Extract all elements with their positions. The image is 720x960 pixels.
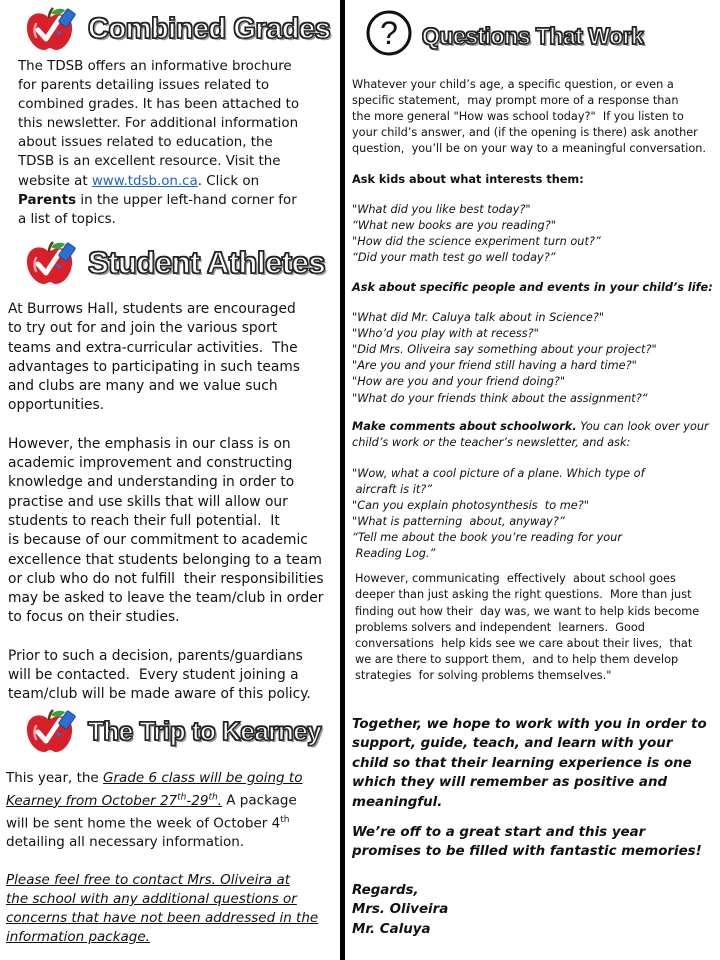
superscript: th (177, 792, 187, 802)
text-line: this newsletter. For additional information (18, 116, 299, 132)
text-line: We’re off to a great start and this year (352, 825, 646, 841)
text-line: for parents detailing issues related to (18, 78, 270, 94)
parents-bold: Parents (18, 192, 77, 208)
text-fragment: will be sent home the week of October 4 (6, 815, 281, 831)
athletes-paragraph-3 (8, 647, 340, 705)
text-line: "What did you like best today?" (352, 202, 531, 216)
tdsb-website-link[interactable]: www.tdsb.on.ca (91, 173, 198, 189)
text-line: "Wow, what a cool picture of a plane. Which type of (352, 466, 645, 480)
text-line: to focus on their studies. (8, 609, 180, 626)
text-line: the school with any additional questions or (6, 891, 297, 907)
text-line: "How are you and your friend doing?" (352, 375, 566, 389)
text-line: a list of topics. (18, 211, 116, 227)
text-line: which they will remember as positive and (352, 775, 668, 791)
closing-paragraph-1 (352, 715, 718, 812)
closing-paragraph-2 (352, 823, 718, 862)
text-line: academic improvement and constructing (8, 455, 293, 472)
text-line: "What is patterning about, anyway?” (352, 515, 565, 529)
text-line: “What new books are you reading?" (352, 218, 556, 232)
combined-grades-title: Combined Grades (88, 12, 331, 45)
text-line: conversations help kids see we care about their lives, that (355, 636, 693, 650)
text-line: child’s work or the teacher’s newsletter, and ask: (352, 435, 631, 449)
question-list-3 (352, 466, 718, 563)
question-mark-circle-icon (364, 8, 414, 58)
text-line (6, 788, 340, 811)
text-line: However, the emphasis in our class is on (8, 435, 291, 452)
text-fragment: in the upper left-hand corner for (76, 192, 297, 208)
section-heading: Make comments about schoolwork. (352, 419, 577, 433)
text-line: child so that their learning experience is one (352, 755, 692, 771)
text-line: opportunities. (8, 397, 105, 414)
athletes-paragraph-1 (8, 300, 340, 416)
text-line (18, 172, 338, 191)
text-line: finding out how their day was, we want to help kids become (355, 604, 700, 618)
text-fragment: You can look over your (576, 419, 709, 433)
trip-dates (6, 793, 222, 809)
apple-checkmark-icon (22, 6, 76, 52)
text-line: may be asked to leave the team/club in order (8, 590, 324, 607)
text-line (6, 811, 340, 834)
text-line: question, you’ll be on your way to a meaningful conversation. (352, 142, 707, 156)
text-line: Prior to such a decision, parents/guardians (8, 647, 303, 664)
section-heading: Ask kids about what interests them: (352, 173, 584, 187)
text-fragment: -29 (186, 792, 209, 809)
questions-title: Questions That Work (422, 22, 644, 49)
text-line: TDSB is an excellent resource. Visit the (18, 154, 281, 170)
text-line: team/club will be made aware of this policy. (8, 686, 311, 703)
text-line: The TDSB offers an informative brochure (18, 59, 292, 74)
student-athletes-heading (22, 240, 325, 286)
signature-2: Mr. Caluya (352, 921, 431, 937)
questions-body (352, 77, 718, 684)
text-line: information package. (6, 929, 150, 945)
text-line: aircraft is it?” (352, 482, 433, 496)
text-line: and clubs are many and we value such (8, 378, 278, 395)
text-line: practise and use skills that will allow our (8, 493, 288, 510)
text-line: "Can you explain photosynthesis to me?" (352, 498, 589, 512)
questions-outro (352, 571, 718, 684)
text-line: problems solvers and independent learners. Good (355, 620, 645, 634)
text-fragment: Grade 6 class will be going to (103, 770, 303, 786)
text-line: is because of our commitment to academic (8, 532, 308, 549)
text-line: will be contacted. Every student joining a (8, 667, 299, 684)
text-line: knowledge and understanding in order to (8, 474, 295, 491)
text-line (6, 769, 340, 788)
trip-heading (22, 708, 321, 754)
text-line: we are there to support them, and to help them develop (355, 652, 679, 666)
text-line: promises to be filled with fantastic memories! (352, 844, 702, 860)
text-line: or club who do not fulfill their responsibilities (8, 570, 324, 587)
text-line: about issues related to education, the (18, 135, 273, 151)
text-line: concerns that have not been addressed in the (6, 910, 319, 926)
text-fragment: A package (221, 792, 297, 809)
text-fragment: website at (18, 173, 92, 189)
text-fragment: . Click on (197, 173, 260, 189)
text-line: "Did Mrs. Oliveira say something about your project?" (352, 343, 657, 357)
column-divider (340, 0, 345, 960)
regards: Regards, (352, 882, 419, 898)
text-line: At Burrows Hall, students are encouraged (8, 301, 296, 317)
text-line: deeper than just asking the right questions. More than just (355, 588, 692, 602)
apple-checkmark-icon (22, 708, 76, 754)
trip-title: The Trip to Kearney (88, 715, 322, 746)
trip-body (6, 769, 340, 947)
contact-paragraph (6, 871, 340, 947)
student-athletes-body (8, 300, 340, 705)
text-line (352, 419, 718, 435)
athletes-paragraph-2 (8, 435, 340, 628)
closing-section (352, 715, 718, 939)
questions-intro (352, 77, 718, 157)
text-fragment: Kearney from October 27 (6, 792, 178, 809)
text-line: "What do your friends think about the assignment?“ (352, 391, 648, 405)
text-fragment: This year, the (6, 770, 104, 786)
superscript: th (208, 792, 218, 802)
text-line: detailing all necessary information. (6, 834, 245, 850)
section-heading: Ask about specific people and events in your child’s life: (352, 280, 713, 294)
superscript: th (280, 814, 290, 825)
text-line: “Did your math test go well today?” (352, 250, 556, 264)
text-line: advantages to participating in such teams (8, 358, 300, 375)
text-line: specific statement, may prompt more of a response than (352, 94, 679, 108)
signature-1: Mrs. Oliveira (352, 902, 449, 918)
text-line: "Who’d you play with at recess?" (352, 327, 539, 341)
combined-grades-heading (22, 6, 330, 52)
question-list-1 (352, 202, 718, 266)
student-athletes-title: Student Athletes (88, 245, 326, 280)
text-line: "How did the science experiment turn out?” (352, 234, 601, 248)
text-line: Please feel free to contact Mrs. Oliveira at (6, 872, 291, 888)
text-line: the more general "How was school today?" If you listen to (352, 110, 684, 124)
text-line: your child’s answer, and (if the opening is there) ask another (352, 126, 698, 140)
text-line: meaningful. (352, 794, 443, 810)
text-line: Together, we hope to work with you in order to (352, 717, 707, 732)
text-line: “Tell me about the book you’re reading for your (352, 531, 622, 545)
apple-checkmark-icon (22, 240, 76, 286)
text-line: "Are you and your friend still having a hard time?" (352, 359, 637, 373)
text-line: "What did Mr. Caluya talk about in Science?" (352, 311, 605, 325)
text-line: Whatever your child’s age, a specific question, or even a (352, 78, 674, 91)
text-line: excellence that students belonging to a team (8, 551, 322, 568)
question-list-2 (352, 310, 718, 407)
text-line: combined grades. It has been attached to (18, 97, 300, 113)
text-line: to try out for and join the various sport (8, 320, 278, 337)
text-line: However, communicating effectively about school goes (355, 572, 676, 586)
questions-heading (364, 8, 643, 58)
text-line: support, guide, teach, and learn with your (352, 736, 673, 752)
text-line: strategies for solving problems themselves." (355, 668, 612, 682)
text-line: teams and extra-curricular activities. The (8, 339, 298, 356)
text-line (18, 191, 338, 210)
text-line: students to reach their full potential. It (8, 512, 280, 529)
text-line: Reading Log.” (352, 547, 436, 561)
svg-text:?: ? (380, 15, 398, 51)
text-fragment: . (217, 792, 222, 809)
combined-grades-body (18, 57, 338, 229)
